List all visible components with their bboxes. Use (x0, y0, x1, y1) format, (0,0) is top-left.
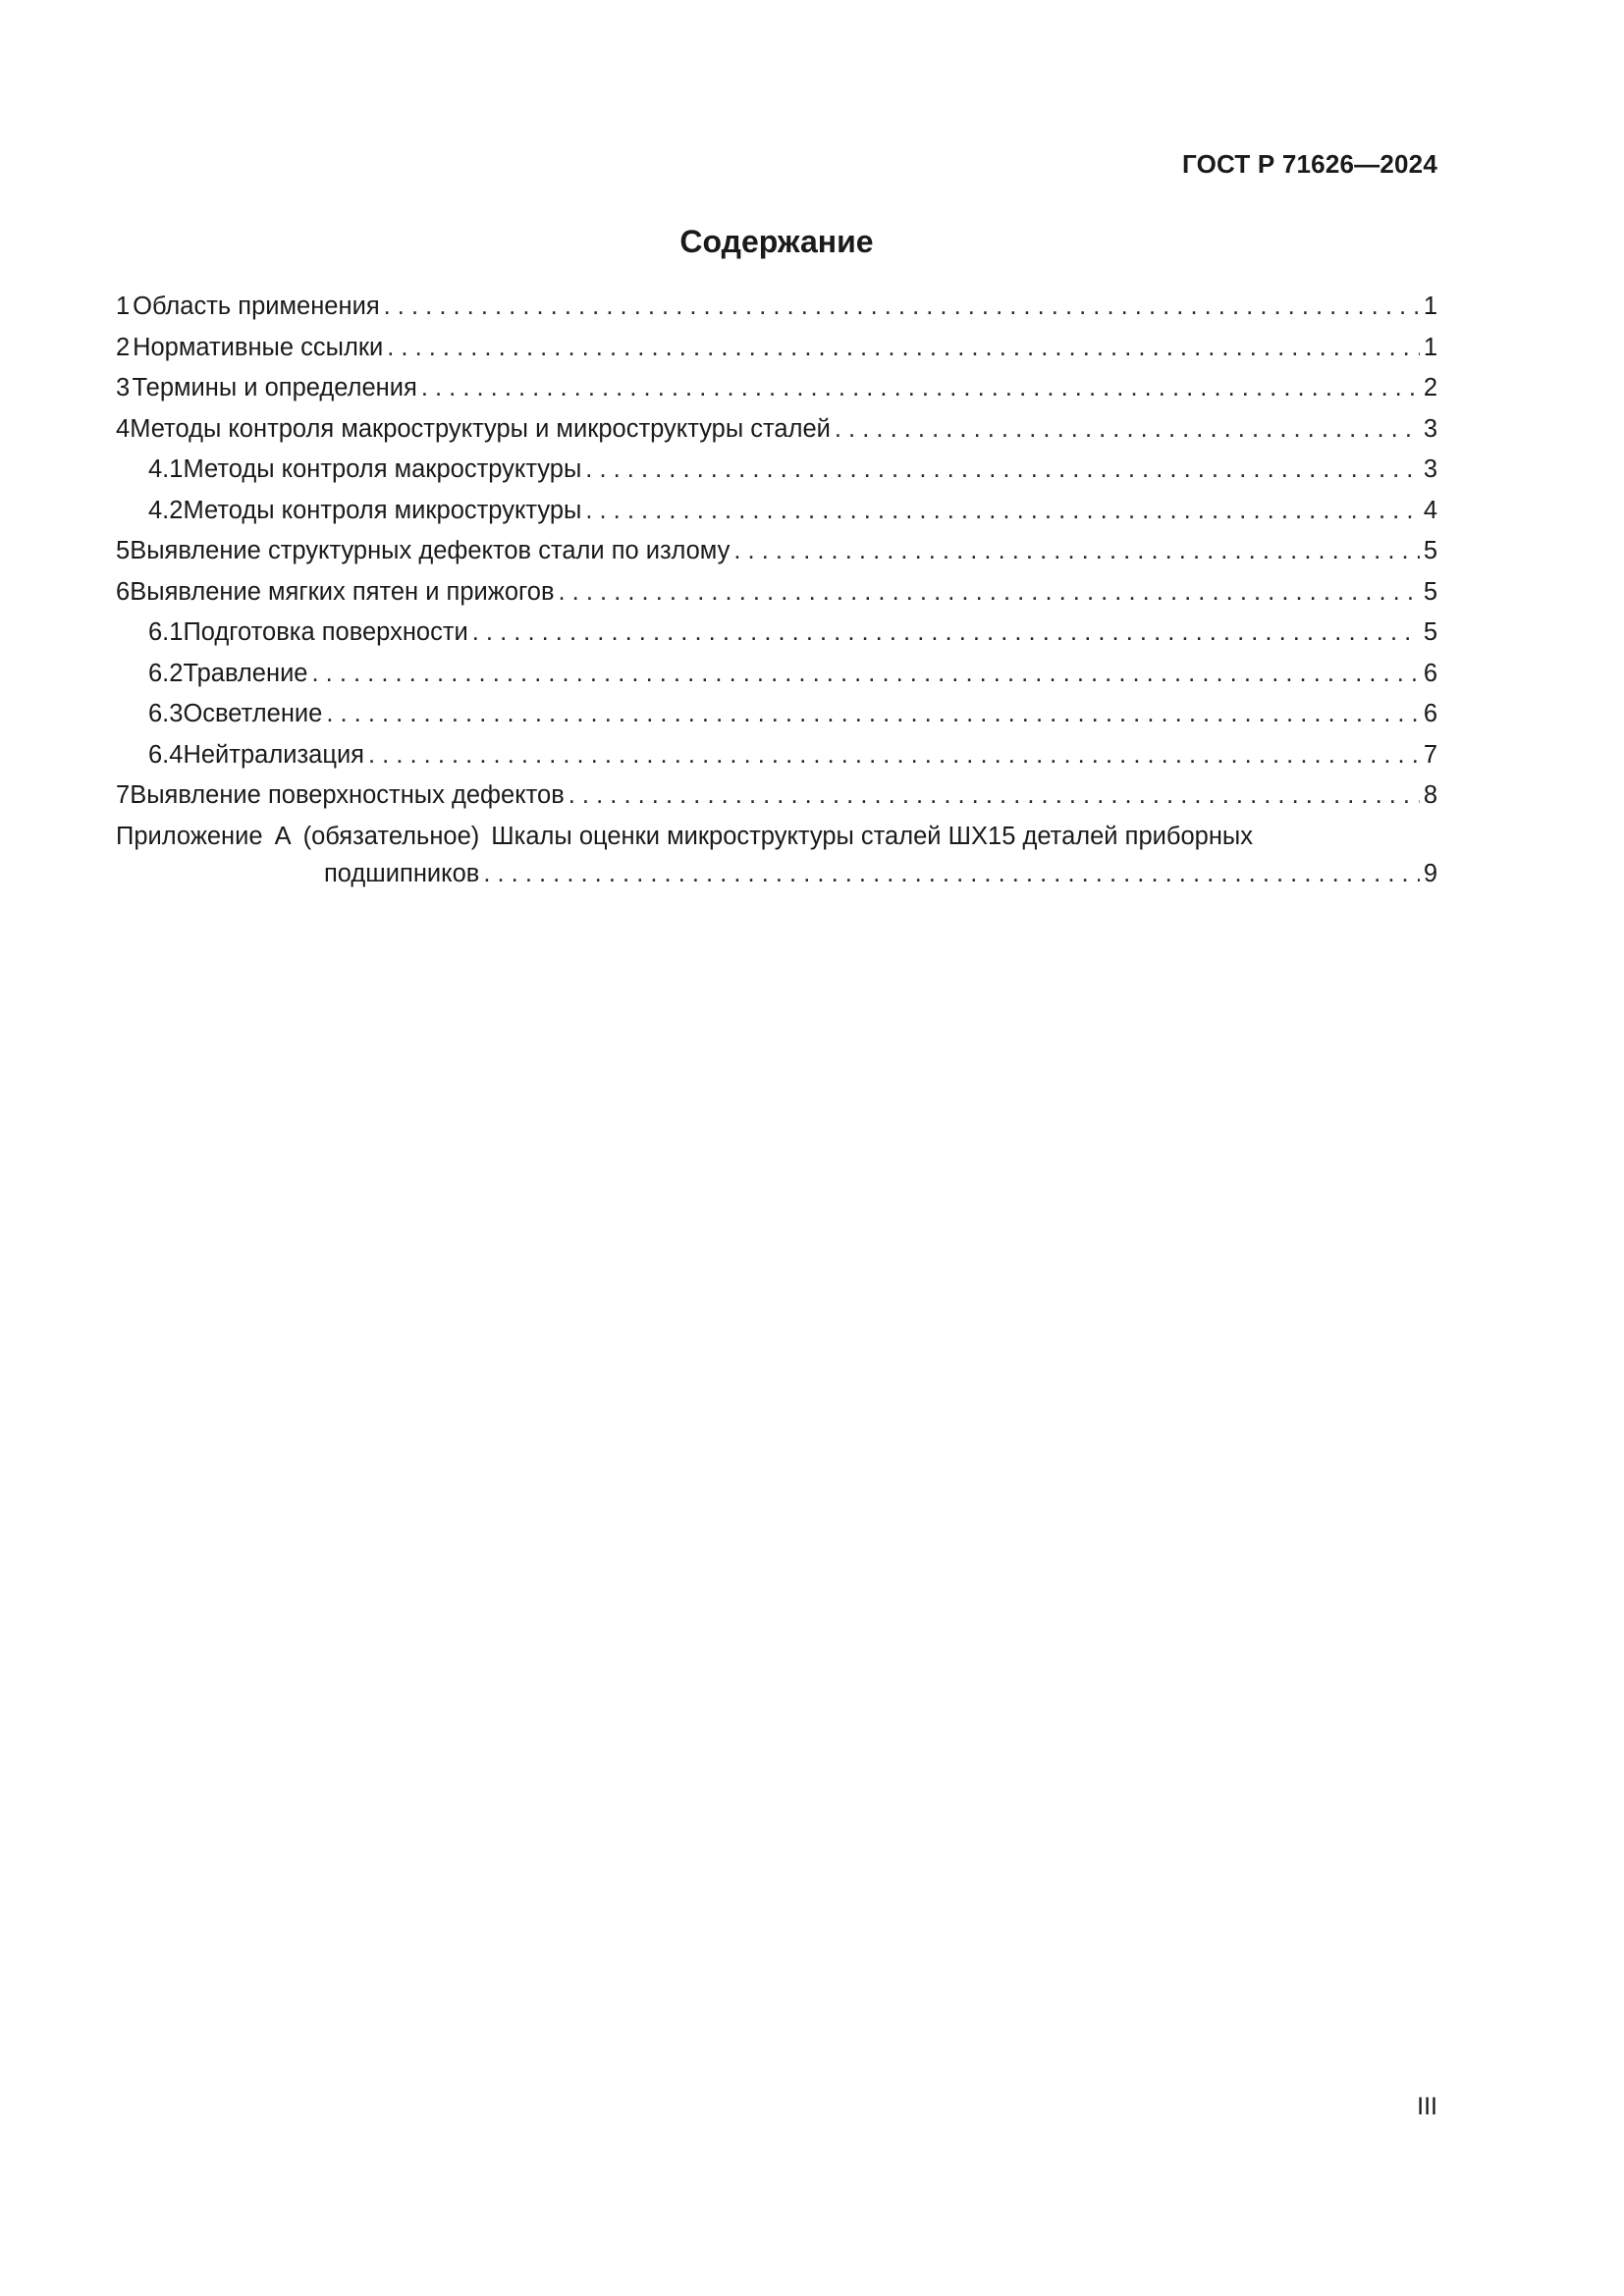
toc-entry-label: Выявление поверхностных дефектов (130, 781, 565, 809)
toc-annex-entry[interactable] (116, 817, 1437, 891)
toc-entry[interactable] (116, 654, 1437, 695)
toc-entry-number: 6.3 (148, 700, 184, 727)
toc-entry[interactable] (116, 572, 1437, 614)
toc-entry-page: 5 (1423, 537, 1437, 564)
table-of-contents (116, 287, 1437, 890)
toc-entry[interactable] (116, 287, 1437, 328)
toc-entry-page: 1 (1423, 293, 1437, 320)
leader-dots (568, 775, 1420, 817)
toc-entry-number: 3 (116, 374, 131, 401)
annex-status: (обязательное) (302, 822, 480, 850)
leader-dots (387, 328, 1420, 369)
toc-entry-label: Методы контроля микроструктуры (183, 496, 582, 524)
toc-entry-number: 6.2 (148, 659, 184, 687)
toc-entry-label: Выявление структурных дефектов стали по излому (130, 537, 731, 564)
toc-entry-label: Нормативные ссылки (133, 333, 384, 361)
toc-entry-page: 8 (1423, 781, 1437, 809)
leader-dots (312, 654, 1420, 695)
toc-entry-number: 6.4 (148, 740, 184, 769)
toc-entry-page: 6 (1423, 700, 1437, 727)
toc-entry-number: 4.1 (148, 455, 184, 483)
toc-entry-label: Подготовка поверхности (183, 618, 468, 646)
toc-entry-label: Осветление (183, 700, 323, 727)
toc-entry-label: Методы контроля макроструктуры и микроструктуры сталей (130, 414, 831, 443)
leader-dots (368, 735, 1420, 776)
toc-entry-page: 2 (1423, 374, 1437, 401)
page-number: III (1417, 2093, 1437, 2120)
leader-dots (384, 287, 1420, 328)
toc-entry-page: 3 (1423, 455, 1437, 483)
leader-dots (483, 857, 1419, 890)
toc-entry[interactable] (116, 613, 1437, 654)
toc-entry-number: 4.2 (148, 496, 184, 524)
toc-entry-number: 6 (116, 577, 131, 606)
annex-page-number: 9 (1423, 860, 1437, 887)
toc-entry-number: 2 (116, 333, 131, 361)
leader-dots (835, 409, 1420, 451)
toc-entry-page: 1 (1423, 333, 1437, 361)
leader-dots (559, 572, 1420, 614)
annex-title-line2: подшипников (324, 860, 480, 887)
toc-entry-label: Травление (183, 659, 308, 687)
leader-dots (326, 694, 1419, 735)
toc-entry-page: 5 (1423, 577, 1437, 606)
toc-entry-number: 1 (116, 293, 131, 320)
toc-entry-page: 4 (1423, 496, 1437, 524)
toc-entry[interactable] (116, 775, 1437, 817)
toc-entry-page: 7 (1423, 740, 1437, 769)
toc-entry-number: 4 (116, 414, 131, 443)
leader-dots (733, 531, 1419, 572)
toc-entry-label: Термины и определения (132, 374, 417, 401)
toc-entry-number: 5 (116, 537, 131, 564)
toc-title: Содержание (679, 224, 874, 259)
toc-entry[interactable] (116, 368, 1437, 409)
document-code: ГОСТ Р 71626—2024 (1182, 149, 1437, 179)
toc-entry-page: 5 (1423, 618, 1437, 646)
toc-entry[interactable] (116, 409, 1437, 451)
toc-entry[interactable] (116, 735, 1437, 776)
leader-dots (585, 450, 1420, 491)
annex-letter: А (274, 822, 292, 850)
toc-entry-label: Нейтрализация (183, 740, 364, 769)
leader-dots (472, 613, 1420, 654)
leader-dots (585, 491, 1419, 532)
toc-entry-label: Область применения (133, 293, 380, 320)
toc-entry[interactable] (116, 491, 1437, 532)
annex-title-line1: Шкалы оценки микроструктуры сталей ШХ15 деталей приборных (491, 822, 1253, 850)
toc-entry[interactable] (116, 694, 1437, 735)
toc-entry[interactable] (116, 450, 1437, 491)
annex-prefix: Приложение (116, 822, 263, 850)
toc-entry-label: Методы контроля макроструктуры (183, 455, 582, 483)
toc-entry-page: 3 (1423, 414, 1437, 443)
toc-entry-number: 6.1 (148, 618, 184, 646)
toc-entry-page: 6 (1423, 659, 1437, 687)
leader-dots (421, 368, 1420, 409)
toc-entry[interactable] (116, 531, 1437, 572)
toc-entry-label: Выявление мягких пятен и прижогов (130, 577, 555, 606)
toc-entry[interactable] (116, 328, 1437, 369)
toc-entry-number: 7 (116, 781, 131, 809)
